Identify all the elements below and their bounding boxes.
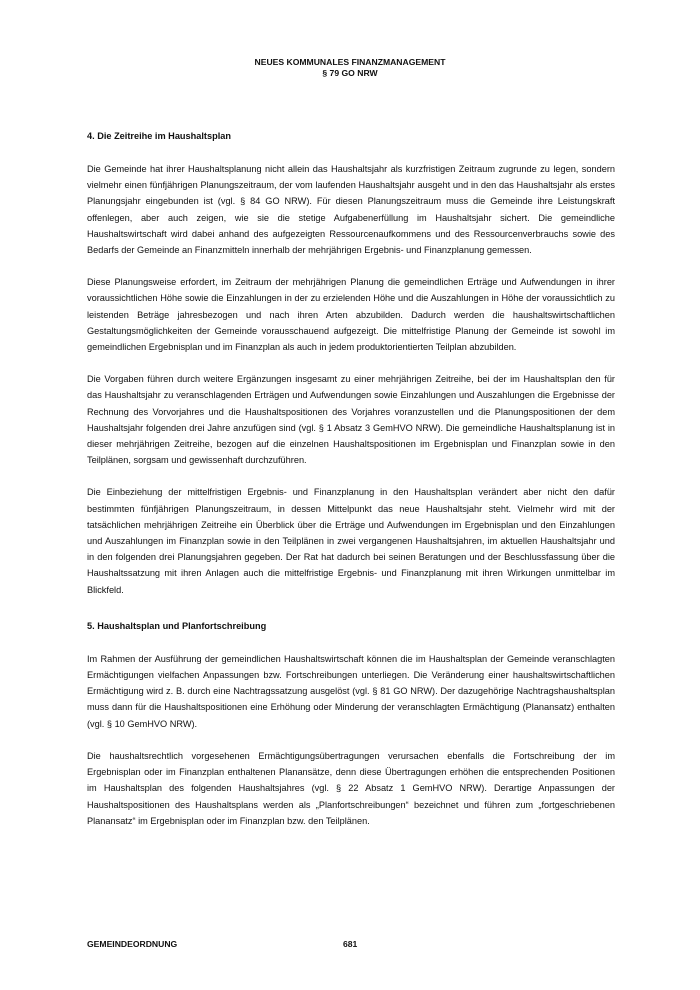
header-section-ref: § 79 GO NRW xyxy=(322,68,378,78)
running-header xyxy=(0,57,700,79)
paragraph: Die Vorgaben führen durch weitere Ergänzungen insgesamt zu einer mehrjährigen Zeitreihe, bei der im Haushaltsplan den für das Haushaltsjahr zu veranschlagenden Erträgen und Aufwendungen sowie Einzahlungen und Auszahlungen die Ergebnisse der Rechnung des Vorvorjahres und die Haushaltspositionen des Vorjahres voranzustellen und die Planungspositionen der dem Haushaltsjahr folgenden drei Jahre anzufügen sind (vgl. § 1 Absatz 3 GemHVO NRW). Die gemeindliche Haushaltsplanung ist in dieser mehrjährigen Zeitreihe, bezogen auf die einzelnen Haushaltspositionen im Ergebnisplan und Finanzplan sowie in den Teilplänen, sorgsam und gewissenhaft durchzuführen. xyxy=(87,374,615,466)
paragraph: Im Rahmen der Ausführung der gemeindlichen Haushaltswirtschaft können die im Haushaltsplan der Gemeinde veranschlagten Ermächtigungen vielfachen Anpassungen bzw. Fortschreibungen unterliegen. Die Veränderung einer haushaltswirtschaftlichen Ermächtigung wird z. B. durch eine Nachtragssatzung ausgelöst (vgl. § 81 GO NRW). Der dazugehörige Nachtragshaushaltsplan muss dann für die Haushaltspositionen eine Erhöhung oder Minderung der veranschlagten Ermächtigung (Planansatz) enthalten (vgl. § 10 GemHVO NRW). xyxy=(87,653,615,729)
footer-document-name: GEMEINDEORDNUNG xyxy=(87,939,178,949)
section-planfortschreibung xyxy=(87,620,615,829)
section-heading: 4. Die Zeitreihe im Haushaltsplan xyxy=(87,131,231,141)
paragraph: Die haushaltsrechtlich vorgesehenen Ermächtigungsübertragungen verursachen ebenfalls die Fortschreibung der im Ergebnisplan oder im Finanzplan enthaltenen Planansätze, denn diese Übertragungen erhöhen die entsprechenden Positionen im Haushaltsplan des folgenden Haushaltsjahres (vgl. § 22 Absatz 1 GemHVO NRW). Derartige Anpassungen der Haushaltspositionen des Haushaltsplans werden als „Planfortschreibungen“ bezeichnet und führen zum „fortgeschriebenen Planansatz“ im Ergebnisplan oder im Finanzplan bzw. den Teilplänen. xyxy=(87,750,615,826)
section-zeitreihe xyxy=(87,130,615,598)
section-heading: 5. Haushaltsplan und Planfortschreibung xyxy=(87,620,267,631)
paragraph: Die Einbeziehung der mittelfristigen Ergebnis- und Finanzplanung in den Haushaltsplan verändert aber nicht den dafür bestimmten fünfjährigen Planungszeitraum, in dessen Mittelpunkt das neue Haushaltsjahr steht. Vielmehr wird mit der tatsächlichen mehrjährigen Zeitreihe ein Überblick über die Erträge und Aufwendungen im Ergebnisplan und den Einzahlungen und Auszahlungen im Finanzplan sowie in den Teilplänen in zwei vergangenen Haushaltsjahren, im aktuellen Haushaltsjahr und in den folgenden drei Planungsjahren gegeben. Der Rat hat dadurch bei seinen Beratungen und der Beschlussfassung über die Haushaltssatzung mit ihren Anlagen auch die mittelfristige Ergebnis- und Finanzplanung mit ihren Wirkungen unmittelbar im Blickfeld. xyxy=(87,487,615,595)
paragraph: Diese Planungsweise erfordert, im Zeitraum der mehrjährigen Planung die gemeindlichen Erträge und Aufwendungen in ihrer voraussichtlichen Höhe sowie die Einzahlungen in der zu erzielenden Höhe und die Auszahlungen in Höhe der voraussichtlich zu leistenden Beträge jahresbezogen und nach ihren Arten abzubilden. Dadurch werden die haushaltswirtschaftlichen Gestaltungsmöglichkeiten der Gemeinde vorausschauend aufgezeigt. Die mittelfristige Planung der Gemeinde ist sowohl im gemeindlichen Ergebnisplan und im Finanzplan als auch in jedem produktorientierten Teilplan abzubilden. xyxy=(87,277,615,353)
paragraph: Die Gemeinde hat ihrer Haushaltsplanung nicht allein das Haushaltsjahr als kurzfristigen Zeitraum zugrunde zu legen, sondern vielmehr einen fünfjährigen Planungszeitraum, der vom laufenden Haushaltsjahr ausgeht und in den das Haushaltsjahr als erstes Planungsjahr eingebunden ist (vgl. § 84 GO NRW). Für diesen Planungszeitraum muss die Gemeinde ihre Leistungskraft offenlegen, aber auch zeigen, wie sie die stetige Aufgabenerfüllung im Haushaltsjahr sichert. Die gemeindliche Haushaltswirtschaft wird dabei anhand des aufgezeigten Ressourcenaufkommens und des Ressourcenverbrauchs sowie des Bedarfs der Gemeinde an Finanzmitteln innerhalb der mehrjährigen Ergebnis- und Finanzplanung gemessen. xyxy=(87,164,615,256)
page-number: 681 xyxy=(343,939,358,949)
document-body xyxy=(87,130,615,845)
header-title: NEUES KOMMUNALES FINANZMANAGEMENT xyxy=(254,57,446,67)
